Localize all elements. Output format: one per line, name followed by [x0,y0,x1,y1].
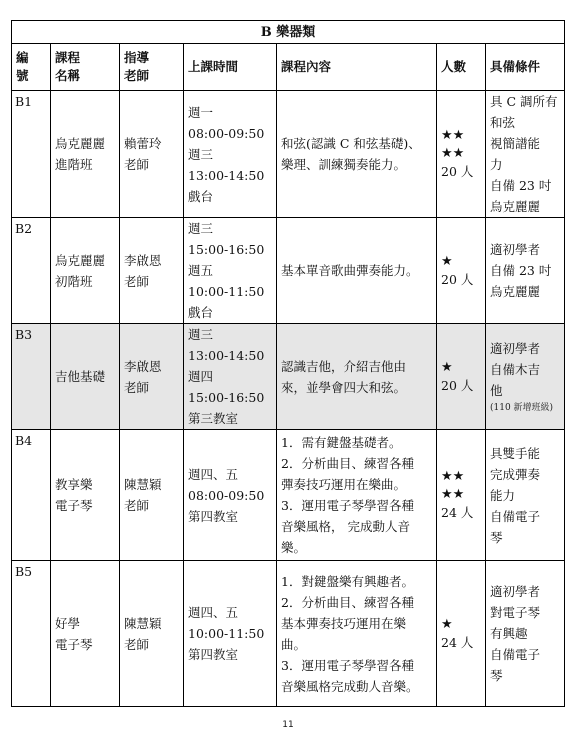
header-code [12,44,51,91]
cell-requirements-line: 完成彈奏 [490,466,541,482]
header-name-line-1: 課程 [55,50,81,65]
cell-requirements-line: 自備 23 吋 [490,178,552,193]
cell-requirements [486,91,565,218]
cell-time-line: 週四、五 [188,605,239,620]
cell-time-line: 戲台 [188,305,214,320]
rating-stars: ★ [441,253,453,269]
page-number: 11 [282,720,294,730]
cell-time-line: 週一 [188,104,214,120]
cell-requirements-line: 具雙手能 [490,445,541,461]
header-teacher-line-1: 指導 [124,50,150,65]
table-row [12,91,565,218]
rating-stars: ★★ [441,469,465,484]
header-time: 上課時間 [184,44,277,91]
enrollment-count: 20 人 [441,377,474,393]
cell-content-line: 認識吉他，介紹吉他由 [281,358,407,374]
cell-content-line: 音樂風格， 完成動人音 [281,519,410,534]
cell-time-line: 10:00-11:50 [188,626,265,641]
header-name-line-2: 名稱 [55,68,81,83]
cell-content [277,561,437,707]
cell-content-line: 3．運用電子琴學習各種 [281,498,414,513]
cell-time-line: 10:00-11:50 [188,284,265,299]
cell-time-line: 週三 [188,146,214,162]
header-teacher-line-2: 老師 [124,68,150,83]
cell-count [437,430,486,561]
cell-time-line: 週五 [188,263,214,278]
cell-course-name-line: 好學 [55,615,81,631]
cell-course-name-line: 電子琴 [55,636,93,652]
cell-requirements-line: 適初學者 [490,242,541,257]
enrollment-count: 20 人 [441,271,474,287]
cell-course-name [51,218,120,324]
table-row [12,561,565,707]
rating-stars: ★ [441,616,453,632]
cell-time-line: 08:00-09:50 [188,487,265,503]
cell-requirements-line: 琴 [490,529,503,545]
cell-teacher [120,324,184,430]
cell-time-line: 第四教室 [188,508,239,524]
cell-content-line: 3．運用電子琴學習各種 [281,657,414,673]
cell-requirements-line: 視簡譜能 [490,136,541,151]
cell-content-line: 曲。 [281,636,307,652]
cell-requirements-line: 對電子琴 [490,605,541,620]
cell-count [437,561,486,707]
cell-requirements-line: 有興趣 [490,626,528,641]
cell-time [184,430,277,561]
cell-time [184,324,277,430]
cell-time-line: 第四教室 [188,647,239,662]
cell-course-name-line: 烏克麗麗 [55,252,106,268]
cell-requirements-line: 力 [490,157,503,172]
cell-teacher-line: 老師 [124,273,150,289]
cell-time-line: 08:00-09:50 [188,125,265,141]
header-requirements: 具備條件 [486,44,565,91]
cell-requirements-line: 和弦 [490,115,516,130]
cell-course-name-line: 吉他基礎 [55,369,106,384]
cell-time-line: 週四、五 [188,466,239,482]
header-row [12,44,565,91]
cell-requirements-line: 適初學者 [490,341,541,356]
enrollment-count: 24 人 [441,634,474,650]
cell-course-name-line: 教享樂 [55,477,93,492]
cell-teacher-line: 陳慧穎 [124,615,162,631]
cell-teacher-line: 老師 [124,498,150,513]
cell-content-line: 1．需有鍵盤基礎者。 [281,435,402,450]
cell-time-line: 15:00-16:50 [188,390,265,405]
cell-teacher [120,430,184,561]
cell-course-name [51,430,120,561]
cell-requirements-line: 烏克麗麗 [490,199,541,214]
header-count: 人數 [437,44,486,91]
cell-time-line: 戲台 [188,188,214,204]
cell-requirements-line: 能力 [490,487,516,503]
cell-teacher-line: 賴蕾玲 [124,136,162,151]
cell-course-name [51,561,120,707]
cell-time-line: 15:00-16:50 [188,242,265,257]
cell-time-line: 週四 [188,369,214,384]
cell-requirements-line: 琴 [490,668,503,683]
cell-teacher [120,218,184,324]
cell-teacher-line: 李啟恩 [124,252,162,268]
cell-content-line: 樂理、訓練獨奏能力。 [281,157,407,172]
cell-content-line: 樂。 [281,540,307,555]
cell-content [277,430,437,561]
cell-content-line: 和弦(認識 C 和弦基礎)、 [281,136,421,151]
table-row [12,324,565,430]
header-code-line-1: 編 [16,50,29,65]
cell-time-line: 13:00-14:50 [188,167,265,183]
cell-requirements [486,324,565,430]
table-body [12,91,565,707]
cell-code: B5 [12,561,51,707]
cell-requirements [486,561,565,707]
enrollment-count: 24 人 [441,505,474,520]
cell-content-line: 2．分析曲目、練習各種 [281,594,414,610]
cell-teacher-line: 老師 [124,636,150,652]
cell-requirements [486,218,565,324]
header-name [51,44,120,91]
cell-code: B4 [12,430,51,561]
cell-teacher [120,561,184,707]
cell-time-line: 13:00-14:50 [188,348,265,363]
cell-requirements-line: 具 C 調所有 [490,94,558,109]
cell-teacher-line: 老師 [124,379,150,395]
cell-time [184,91,277,218]
cell-course-name-line: 初階班 [55,273,93,289]
cell-content [277,324,437,430]
enrollment-count: 20 人 [441,164,474,179]
cell-course-name-line: 電子琴 [55,498,93,513]
cell-time-line: 第三教室 [188,411,239,426]
cell-count [437,91,486,218]
cell-content-line: 彈奏技巧運用在樂曲。 [281,477,407,492]
cell-time [184,218,277,324]
cell-count [437,218,486,324]
cell-teacher-line: 陳慧穎 [124,477,162,492]
header-code-line-2: 號 [16,68,29,83]
cell-requirements-line: 烏克麗麗 [490,284,541,299]
cell-requirements-line: 自備 23 吋 [490,263,552,278]
rating-stars: ★★ [441,487,465,502]
cell-course-name [51,324,120,430]
cell-count [437,324,486,430]
new-class-note: (110 新增班級) [490,403,554,413]
cell-content [277,91,437,218]
cell-content [277,218,437,324]
rating-stars: ★★ [441,128,465,143]
cell-content-line: 基本彈奏技巧運用在樂 [281,615,407,631]
table-row [12,218,565,324]
header-teacher [120,44,184,91]
cell-code: B1 [12,91,51,218]
cell-requirements-line: 自備電子 [490,647,541,662]
cell-course-name-line: 烏克麗麗 [55,136,106,151]
table-title: B 樂器類 [12,21,565,44]
cell-content-line: 基本單音歌曲彈奏能力。 [281,263,419,278]
cell-time-line: 週三 [188,327,214,342]
cell-requirements [486,430,565,561]
cell-time-line: 週三 [188,221,214,236]
cell-time [184,561,277,707]
cell-requirements-line: 適初學者 [490,584,541,599]
cell-teacher-line: 老師 [124,157,150,172]
cell-code: B3 [12,324,51,430]
rating-stars: ★★ [441,146,465,161]
cell-content-line: 來，並學會四大和弦。 [281,379,407,395]
header-content: 課程內容 [277,44,437,91]
cell-requirements-line: 自備木吉 [490,362,541,377]
cell-teacher [120,91,184,218]
table-row [12,430,565,561]
cell-code: B2 [12,218,51,324]
cell-course-name-line: 進階班 [55,157,93,172]
cell-content-line: 1．對鍵盤樂有興趣者。 [281,573,414,589]
cell-course-name [51,91,120,218]
cell-requirements-line: 自備電子 [490,508,541,524]
cell-content-line: 音樂風格完成動人音樂。 [281,678,419,694]
cell-requirements-line: 他 [490,383,503,398]
course-table [11,20,565,707]
rating-stars: ★ [441,359,453,375]
cell-teacher-line: 李啟恩 [124,358,162,374]
cell-content-line: 2．分析曲目、練習各種 [281,456,414,471]
